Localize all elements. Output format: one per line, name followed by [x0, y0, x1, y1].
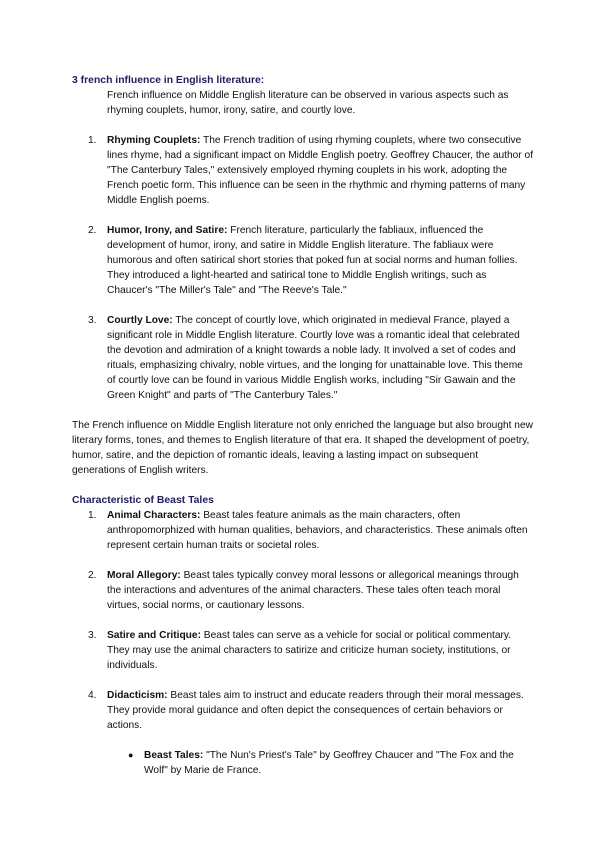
- list-term: Animal Characters:: [107, 510, 201, 521]
- list-number: 1.: [88, 510, 97, 521]
- list-item: [72, 223, 534, 298]
- beast-tales-list: [72, 508, 534, 733]
- list-item: [72, 313, 534, 403]
- list-term: Courtly Love:: [107, 315, 173, 326]
- list-number: 1.: [88, 135, 97, 146]
- section-heading-beast-tales: Characteristic of Beast Tales: [72, 495, 214, 506]
- bullet-list: [72, 748, 534, 778]
- list-item: [72, 508, 534, 553]
- intro-paragraph: French influence on Middle English literature can be observed in various aspects such as rhyming couplets, humor, irony, satire, and courtly love.: [107, 90, 509, 116]
- list-term: Moral Allegory:: [107, 570, 181, 581]
- list-term: Humor, Irony, and Satire:: [107, 225, 228, 236]
- list-term: Rhyming Couplets:: [107, 135, 201, 146]
- bullet-item: [72, 748, 534, 778]
- section-heading-french-influence: 3 french influence in English literature:: [72, 75, 265, 86]
- list-text: Beast tales typically convey moral lessons or allegorical meanings through the interactions and adventures of the animal characters. These tales often teach moral virtues, social norms, or cautionary lessons.: [107, 570, 519, 611]
- list-term: Satire and Critique:: [107, 630, 201, 641]
- list-item: [72, 688, 534, 733]
- list-item: [72, 568, 534, 613]
- list-term: Didacticism:: [107, 690, 168, 701]
- bullet-icon: ●: [128, 750, 134, 760]
- list-text: Beast tales can serve as a vehicle for social or political commentary. They may use the animal characters to satirize and criticize human society, institutions, or individuals.: [107, 630, 512, 671]
- list-item: [72, 628, 534, 673]
- list-text: The French tradition of using rhyming couplets, where two consecutive lines rhyme, had a significant impact on Middle English poetry. Geoffrey Chaucer, the author of "The Canterbury Tales," extensively employed rhyming couplets in his work, adopting the French poetic form. This influence can be seen in the rhythmic and rhyming patterns of many Middle English poems.: [107, 135, 534, 206]
- bullet-text: "The Nun's Priest's Tale" by Geoffrey Chaucer and "The Fox and the Wolf" by Marie de France.: [144, 750, 514, 776]
- list-item: [72, 133, 534, 208]
- conclusion-paragraph: The French influence on Middle English literature not only enriched the language but also brought new literary forms, tones, and themes to English literature of that era. It shaped the development of poetry, humor, satire, and the depiction of romantic ideals, leaving a lasting impact on subsequent generations of English writers.: [72, 420, 533, 476]
- french-influence-list: [72, 133, 534, 403]
- list-number: 2.: [88, 570, 97, 581]
- document-content: [72, 73, 534, 778]
- list-text: Beast tales feature animals as the main characters, often anthropomorphized with human qualities, behaviors, and characteristics. These animals often represent certain human traits or societal roles.: [107, 510, 528, 551]
- list-text: Beast tales aim to instruct and educate readers through their moral messages. They provide moral guidance and often depict the consequences of certain behaviors or actions.: [107, 690, 524, 731]
- list-text: French literature, particularly the fabliaux, influenced the development of humor, irony, and satire in Middle English literature. The fabliaux were humorous and often satirical short stories that poked fun at social norms and human follies. They introduced a light-hearted and satirical tone to Middle English writings, such as Chaucer's "The Miller's Tale" and "The Reeve's Tale.": [107, 225, 518, 296]
- list-number: 2.: [88, 225, 97, 236]
- list-number: 3.: [88, 315, 97, 326]
- list-number: 4.: [88, 690, 97, 701]
- list-text: The concept of courtly love, which originated in medieval France, played a significant role in Middle English literature. Courtly love was a romantic ideal that celebrated the devotion and admiration of a knight towards a noble lady. It involved a set of codes and rituals, emphasizing chivalry, noble virtues, and the longing for unattainable love. This theme of courtly love can be found in various Middle English works, including "Sir Gawain and the Green Knight" and parts of "The Canterbury Tales.": [107, 315, 523, 401]
- bullet-term: Beast Tales:: [144, 750, 204, 761]
- list-number: 3.: [88, 630, 97, 641]
